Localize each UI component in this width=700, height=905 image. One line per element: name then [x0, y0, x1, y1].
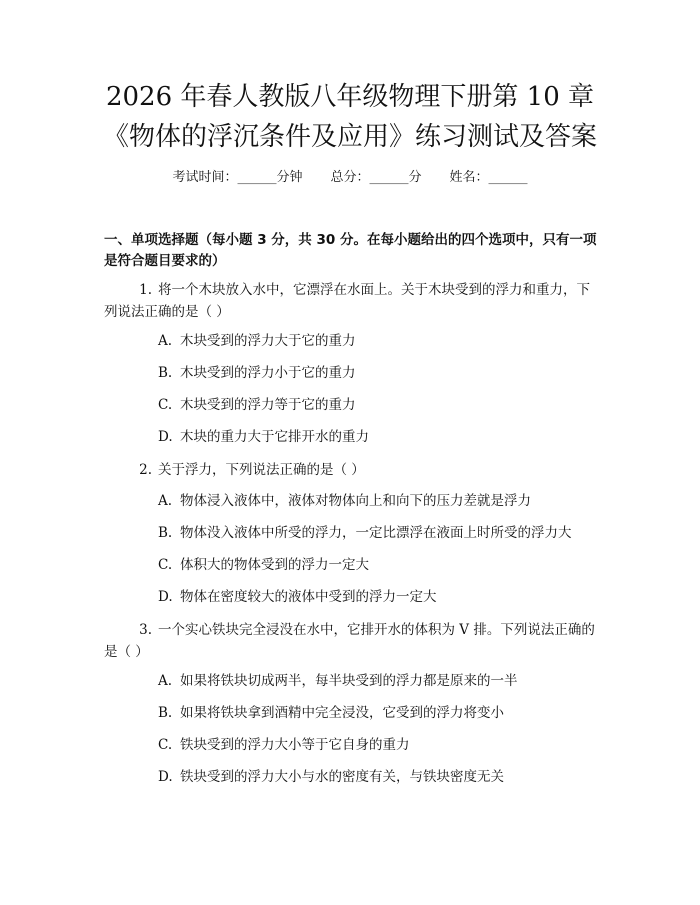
- option-letter: D.: [158, 769, 173, 785]
- question-3-option-a[interactable]: [158, 671, 598, 691]
- option-letter: C.: [158, 397, 173, 413]
- time-label: 考试时间：: [172, 170, 238, 185]
- question-number: 2.: [139, 462, 152, 478]
- section-heading-line-2: 是符合题目要求的）: [104, 253, 226, 269]
- question-2: [104, 459, 604, 481]
- option-text: 木块受到的浮力大于它的重力: [180, 333, 356, 349]
- score-label: 总分：: [330, 170, 370, 185]
- question-text-line-1: 一个实心铁块完全浸没在水中，它排开水的体积为 V 排。下列说法正确的: [158, 622, 595, 638]
- time-blank: ______: [237, 170, 277, 185]
- option-letter: A.: [158, 493, 173, 509]
- option-letter: A.: [158, 673, 173, 689]
- option-text: 体积大的物体受到的浮力一定大: [180, 557, 369, 573]
- question-1-option-c[interactable]: [158, 395, 598, 415]
- document-title-line-1: 2026 年春人教版八年级物理下册第 10 章: [105, 82, 595, 112]
- section-heading: [104, 230, 604, 272]
- option-letter: B.: [158, 525, 173, 541]
- question-2-option-a[interactable]: [158, 491, 598, 511]
- time-unit: 分钟: [276, 170, 303, 185]
- score-blank: ______: [369, 170, 409, 185]
- question-text-line-1: 关于浮力，下列说法正确的是（ ）: [158, 462, 365, 478]
- question-text-line-2: 列说法正确的是（ ）: [104, 304, 230, 320]
- question-3: [104, 619, 604, 663]
- name-blank: ______: [488, 170, 528, 185]
- option-letter: C.: [158, 737, 173, 753]
- question-1-option-d[interactable]: [158, 427, 598, 447]
- option-text: 木块受到的浮力等于它的重力: [180, 397, 356, 413]
- question-3-option-c[interactable]: [158, 735, 598, 755]
- name-label: 姓名：: [449, 170, 489, 185]
- option-text: 物体没入液体中所受的浮力，一定比漂浮在液面上时所受的浮力大: [180, 525, 572, 541]
- option-text: 木块受到的浮力小于它的重力: [180, 365, 356, 381]
- option-letter: B.: [158, 705, 173, 721]
- question-2-option-d[interactable]: [158, 587, 598, 607]
- question-3-option-d[interactable]: [158, 767, 598, 787]
- question-number: 3.: [139, 622, 152, 638]
- exam-meta-line: [0, 168, 700, 188]
- score-unit: 分: [408, 170, 422, 185]
- question-2-option-c[interactable]: [158, 555, 598, 575]
- option-letter: D.: [158, 429, 173, 445]
- question-text-line-1: 将一个木块放入水中，它漂浮在水面上。关于木块受到的浮力和重力，下: [158, 282, 590, 298]
- question-3-option-b[interactable]: [158, 703, 598, 723]
- section-heading-line-1: 一、单项选择题（每小题 3 分，共 30 分。在每小题给出的四个选项中，只有一项: [104, 232, 597, 248]
- option-text: 物体在密度较大的液体中受到的浮力一定大: [180, 589, 437, 605]
- option-letter: D.: [158, 589, 173, 605]
- option-text: 如果将铁块拿到酒精中完全浸没，它受到的浮力将变小: [180, 705, 504, 721]
- question-1-option-b[interactable]: [158, 363, 598, 383]
- question-number: 1.: [139, 282, 152, 298]
- question-1: [104, 279, 604, 323]
- question-2-option-b[interactable]: [158, 523, 598, 543]
- option-text: 物体浸入液体中，液体对物体向上和向下的压力差就是浮力: [180, 493, 531, 509]
- option-text: 铁块受到的浮力大小与水的密度有关，与铁块密度无关: [180, 769, 504, 785]
- option-text: 如果将铁块切成两半，每半块受到的浮力都是原来的一半: [180, 673, 518, 689]
- option-text: 木块的重力大于它排开水的重力: [180, 429, 369, 445]
- question-1-option-a[interactable]: [158, 331, 598, 351]
- option-text: 铁块受到的浮力大小等于它自身的重力: [180, 737, 410, 753]
- option-letter: B.: [158, 365, 173, 381]
- question-text-line-2: 是（ ）: [104, 644, 149, 660]
- option-letter: C.: [158, 557, 173, 573]
- document-title-line-2: 《物体的浮沉条件及应用》练习测试及答案: [102, 122, 597, 152]
- option-letter: A.: [158, 333, 173, 349]
